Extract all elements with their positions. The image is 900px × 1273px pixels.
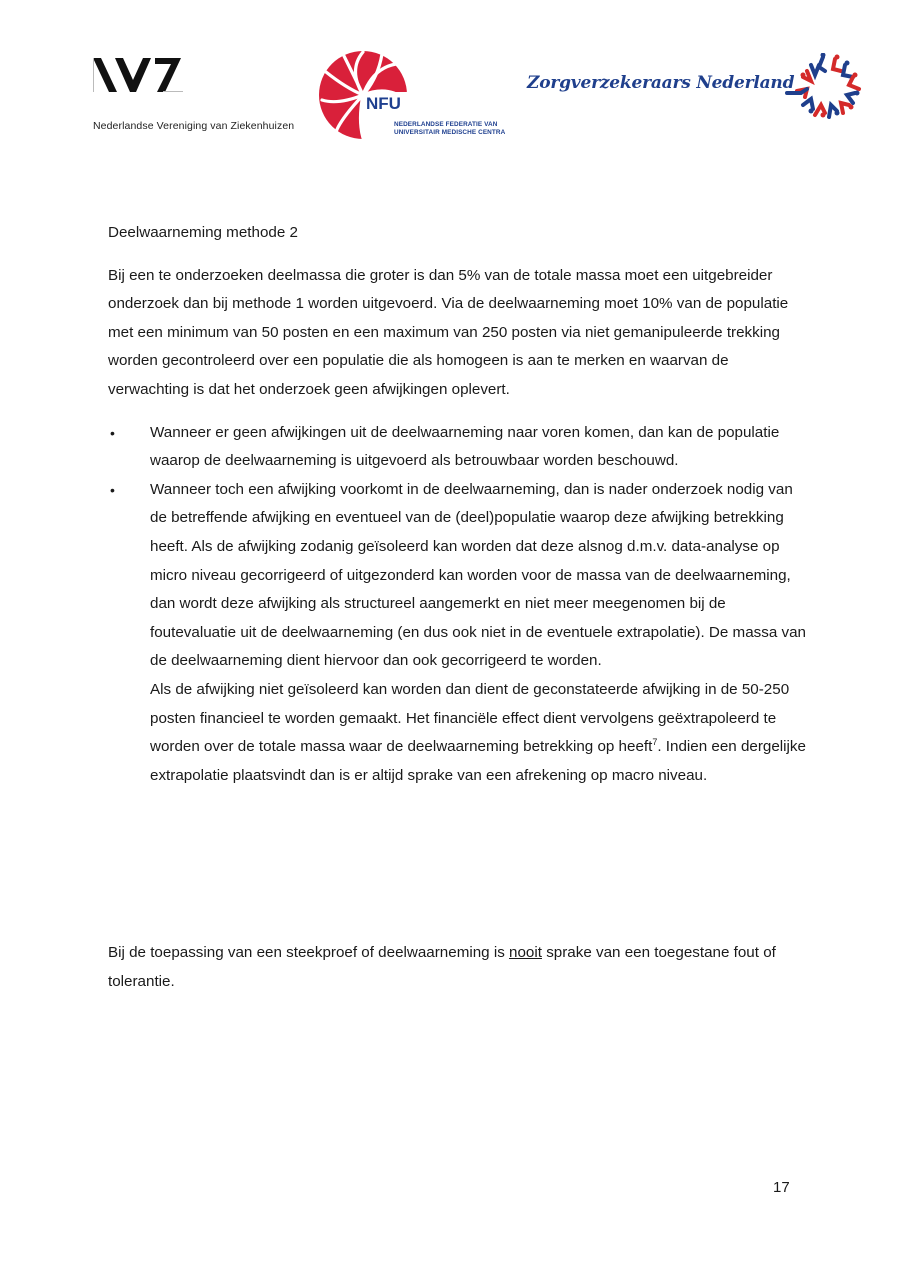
- bullet-icon: •: [110, 481, 115, 498]
- zn-name: Zorgverzekeraars Nederland: [527, 73, 795, 93]
- nfu-logo: [318, 50, 528, 140]
- bullet-list: [108, 419, 808, 791]
- closing-text-part-2: sprake van een toegestane fout of tolerantie.: [108, 944, 776, 990]
- closing-paragraph: [108, 939, 808, 996]
- bullet-item: [108, 419, 808, 476]
- nvz-logo-mark-icon: [93, 58, 183, 92]
- nfu-line-2: UNIVERSITAIR MEDISCHE CENTRA: [394, 129, 506, 136]
- nvz-subtitle: Nederlandse Vereniging van Ziekenhuizen: [93, 120, 295, 132]
- section-heading: Deelwaarneming methode 2: [108, 224, 298, 241]
- zn-logo: [527, 55, 867, 130]
- bullet-paragraph: Wanneer er geen afwijkingen uit de deelwaarneming naar voren komen, dan kan de populatie waarop de deelwaarneming is uitgevoerd als betrouwbaar worden beschouwd.: [150, 423, 780, 470]
- page-header: [0, 0, 900, 160]
- bullet-item: [108, 476, 808, 791]
- bullet-icon: •: [110, 424, 115, 441]
- continuation-text-part-1: Als de afwijking niet geïsoleerd kan worden dan dient de geconstateerde afwijking in de 50-250 posten financieel te worden gemaakt. Het financiële effect dient vervolgens geëxtrapoleerd te worden over de totale massa waar de deelwaarneming betrekking op heeft: [150, 680, 790, 756]
- page-number: 17: [773, 1179, 790, 1196]
- nvz-logo: [93, 58, 323, 132]
- bullet-paragraph: Wanneer toch een afwijking voorkomt in de deelwaarneming, dan is nader onderzoek nodig van de betreffende afwijking en eventueel van de (deel)populatie waarop deze afwijking betrekking heeft. Als de afwijking zodanig geïsoleerd kan worden dat deze alsnog d.m.v. data-analyse op micro niveau gecorrigeerd of uitgezonderd kan worden voor de massa van de deelwaarneming, dan wordt deze afwijking als structureel aangemerkt en niet meer meegenomen bij de foutevaluatie uit de deelwaarneming (en dus ook niet in de eventuele extrapolatie). De massa van de deelwaarneming dient hiervoor dan ook gecorrigeerd te worden.: [150, 480, 806, 670]
- document-body: [108, 219, 808, 790]
- zn-figures-wreath-icon: [783, 53, 865, 125]
- footnote-reference[interactable]: 7: [652, 737, 658, 748]
- intro-paragraph: Bij een te onderzoeken deelmassa die groter is dan 5% van de totale massa moet een uitgebreider onderzoek dan bij methode 1 worden uitgevoerd. Via de deelwaarneming moet 10% van de populatie met een minimum van 50 posten en een maximum van 250 posten via niet gemanipuleerde trekking worden gecontroleerd over een populatie die als homogeen is aan te merken en waarvan de verwachting is dat het onderzoek geen afwijkingen oplevert.: [108, 266, 789, 398]
- nfu-name: NFU: [366, 94, 401, 113]
- continuation-text-part-2: . Indien een dergelijke extrapolatie plaatsvindt dan is er altijd sprake van een afrekening op macro niveau.: [150, 738, 806, 784]
- bullet-continuation-paragraph: [150, 676, 808, 790]
- closing-text-part-1: Bij de toepassing van een steekproef of deelwaarneming is: [108, 944, 510, 961]
- nfu-line-1: NEDERLANDSE FEDERATIE VAN: [394, 121, 498, 128]
- underlined-emphasis: nooit: [509, 944, 542, 961]
